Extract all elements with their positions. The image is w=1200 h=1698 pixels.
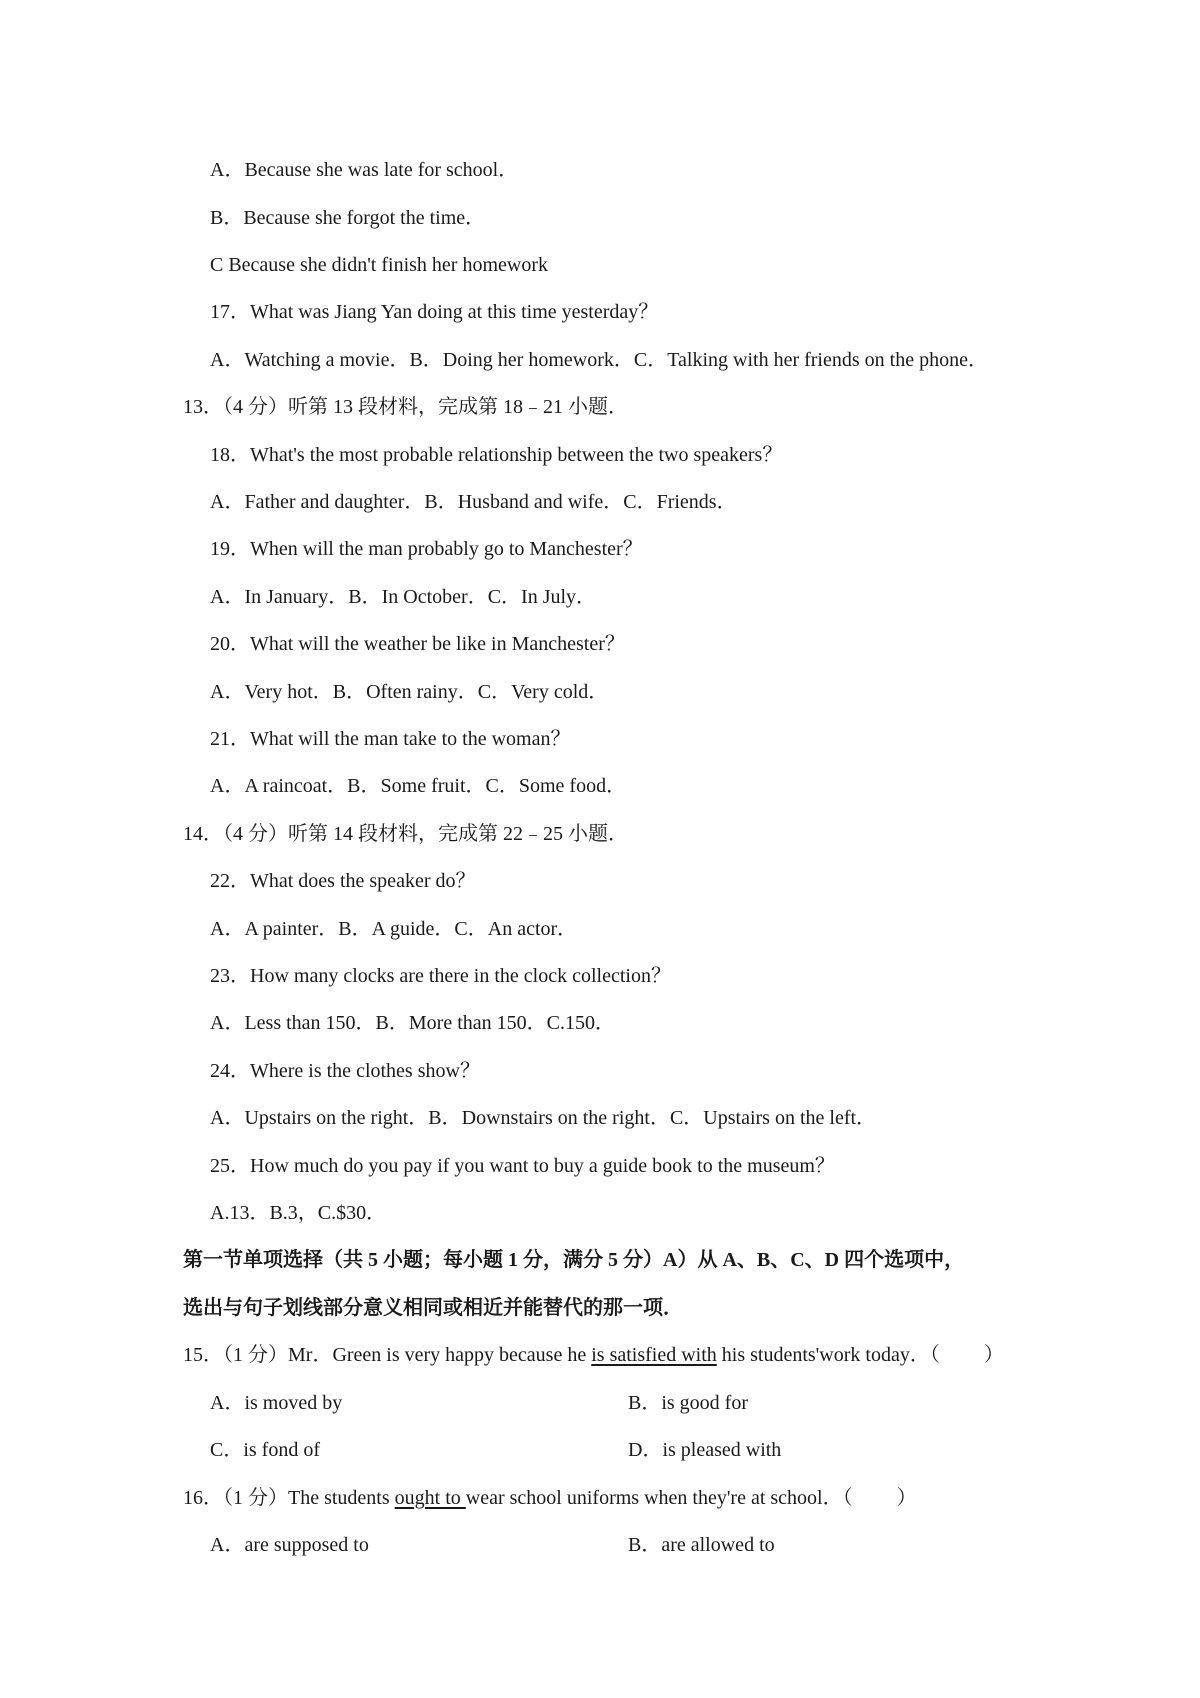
question-line: 17．What was Jiang Yan doing at this time yesterday？ bbox=[210, 301, 659, 323]
option-b: B．are allowed to bbox=[628, 1534, 775, 1556]
question-15-underlined: is satisfied with bbox=[591, 1344, 717, 1366]
option-line: B．Because she forgot the time． bbox=[210, 207, 486, 229]
option-line: A．Father and daughter．B．Husband and wife．C．Friends． bbox=[210, 491, 737, 513]
question-line: 24．Where is the clothes show？ bbox=[210, 1060, 480, 1082]
question-line: 25．How much do you pay if you want to buy a guide book to the museum？ bbox=[210, 1155, 835, 1177]
question-15-suffix: his students'work today．（ bbox=[716, 1344, 940, 1366]
question-16-suffix: wear school uniforms when they're at school．（ bbox=[465, 1487, 853, 1509]
option-line: A．Because she was late for school． bbox=[210, 159, 519, 181]
question-line: 20．What will the weather be like in Manchester？ bbox=[210, 633, 625, 655]
question-15 bbox=[183, 1343, 1004, 1367]
option-line: A．A painter．B．A guide．C．An actor． bbox=[210, 918, 578, 940]
section-heading: 14．（4 分）听第 14 段材料，完成第 22﹣25 小题． bbox=[183, 823, 628, 845]
option-b: B．is good for bbox=[628, 1392, 748, 1414]
option-line: A．A raincoat．B．Some fruit．C．Some food． bbox=[210, 775, 627, 797]
question-line: 21．What will the man take to the woman？ bbox=[210, 728, 571, 750]
option-line: A．In January．B．In October．C．In July． bbox=[210, 586, 597, 608]
question-16-underlined: ought to bbox=[394, 1487, 466, 1509]
section-instruction: 第一节单项选择（共 5 小题；每小题 1 分，满分 5 分）A）从 A、B、C、D 四个选项中， bbox=[183, 1249, 965, 1271]
option-a: A．is moved by bbox=[210, 1392, 343, 1414]
question-16-prefix: 16．（1 分）The students bbox=[183, 1487, 395, 1509]
question-line: 23．How many clocks are there in the clock collection？ bbox=[210, 965, 671, 987]
option-line: A．Less than 150．B．More than 150．C.150． bbox=[210, 1012, 615, 1034]
section-instruction: 选出与句子划线部分意义相同或相近并能替代的那一项． bbox=[183, 1297, 683, 1319]
question-16 bbox=[183, 1486, 917, 1510]
question-line: 19．When will the man probably go to Manchester？ bbox=[210, 538, 643, 560]
option-line: C Because she didn't finish her homework bbox=[210, 254, 548, 276]
option-a: A．are supposed to bbox=[210, 1534, 369, 1556]
option-line: A．Upstairs on the right．B．Downstairs on the right．C．Upstairs on the left． bbox=[210, 1107, 877, 1129]
option-d: D．is pleased with bbox=[628, 1439, 782, 1461]
question-15-prefix: 15．（1 分）Mr．Green is very happy because he bbox=[183, 1344, 592, 1366]
option-line: A．Watching a movie．B．Doing her homework．C．Talking with her friends on the phone． bbox=[210, 349, 988, 371]
option-line: A．Very hot．B．Often rainy．C．Very cold． bbox=[210, 681, 609, 703]
question-15-close: ） bbox=[983, 1344, 1004, 1366]
question-line: 22．What does the speaker do？ bbox=[210, 870, 476, 892]
option-line: A.13．B.3，C.$30． bbox=[210, 1202, 387, 1224]
question-line: 18．What's the most probable relationship between the two speakers？ bbox=[210, 444, 783, 466]
section-heading: 13．（4 分）听第 13 段材料，完成第 18﹣21 小题． bbox=[183, 396, 628, 418]
question-16-close: ） bbox=[896, 1487, 917, 1509]
option-c: C．is fond of bbox=[210, 1439, 320, 1461]
